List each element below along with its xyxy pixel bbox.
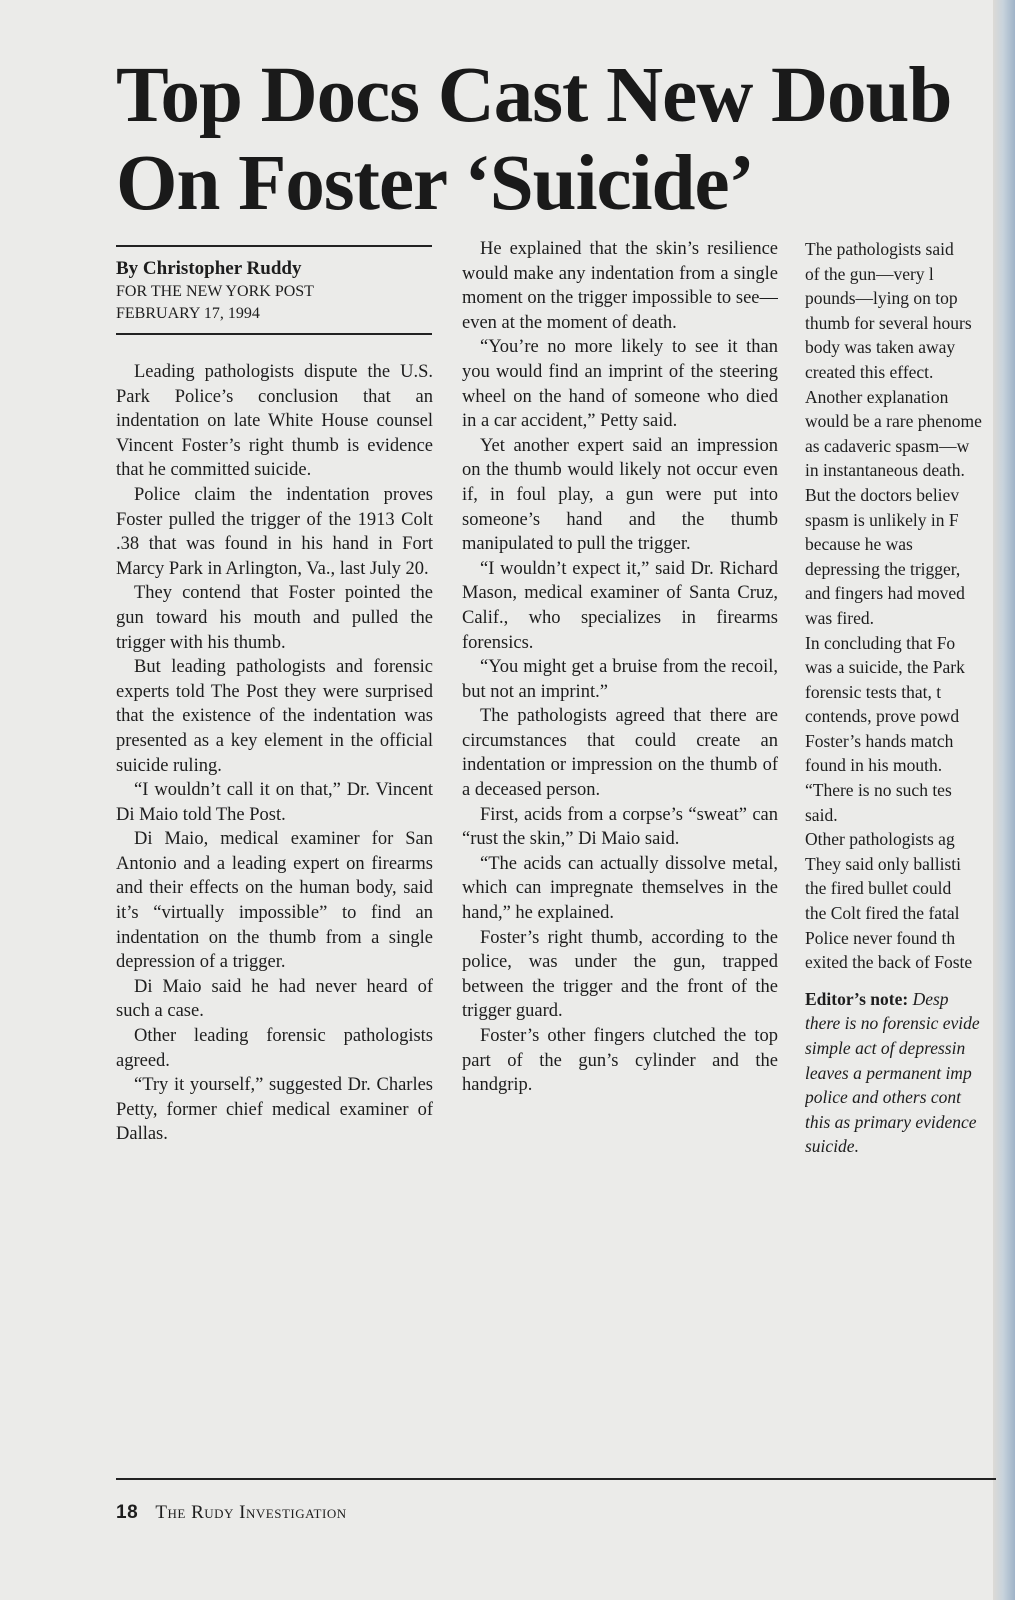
- editors-note-line: this as primary evidence: [805, 1111, 977, 1132]
- article-column-1: [116, 360, 433, 1147]
- column-3-line: But the doctors believ: [805, 484, 960, 505]
- editors-note-line: simple act of depressin: [805, 1038, 966, 1058]
- paragraph: “You might get a bruise from the recoil, but not an imprint.”: [462, 657, 778, 702]
- article-column-2: [462, 237, 778, 1098]
- column-3-line: was fired.: [805, 607, 875, 628]
- paragraph: Other leading forensic pathologists agreed.: [116, 1026, 433, 1071]
- headline: [116, 52, 996, 228]
- column-3-line: thumb for several hours: [805, 312, 972, 333]
- paragraph: He explained that the skin’s resilience would make any indentation from a single moment on the trigger impossible to see—even at the moment of death.: [462, 239, 778, 333]
- column-3-line: created this effect.: [805, 361, 934, 382]
- paragraph: “I wouldn’t call it on that,” Dr. Vincent Di Maio told The Post.: [116, 780, 433, 825]
- paragraph: Di Maio, medical examiner for San Antonio and a leading expert on firearms and their effects on the human body, said it’s “virtually impossible” to find an indentation on the thumb from a single depression of a trigger.: [116, 829, 433, 973]
- paragraph: The pathologists agreed that there are circumstances that could create an indentation or impression on the thumb of a deceased person.: [462, 706, 778, 801]
- paragraph: Yet another expert said an impression on the thumb would likely not occur even if, in foul play, a gun were put into someone’s hand and the thumb manipulated to pull the trigger.: [462, 435, 778, 555]
- paragraph: They contend that Foster pointed the gun toward his mouth and pulled the trigger with his thumb.: [116, 583, 433, 653]
- footer-rule: [116, 1478, 996, 1480]
- paragraph: Leading pathologists dispute the U.S. Park Police’s conclusion that an indentation on late White House counsel Vincent Foster’s right thumb is evidence that he committed suicide.: [116, 362, 433, 481]
- headline-line-1: Top Docs Cast New Doub: [116, 52, 952, 139]
- column-3-line: the Colt fired the fatal: [805, 903, 960, 924]
- column-3-line: “There is no such tes: [805, 780, 952, 801]
- editors-note-line: there is no forensic evide: [805, 1013, 980, 1034]
- column-3-line: pounds—lying on top: [805, 288, 958, 309]
- paragraph: “You’re no more likely to see it than you would find an imprint of the steering wheel on the hand of someone who died in a car accident,” Petty said.: [462, 337, 778, 432]
- article-column-3-cropped: [805, 237, 997, 1187]
- column-3-line: was a suicide, the Park: [805, 657, 965, 678]
- column-3-line: Foster’s hands match: [805, 730, 954, 751]
- column-3-lines: [805, 237, 997, 975]
- column-3-line: as cadaveric spasm—w: [805, 435, 970, 456]
- paragraph: Foster’s other fingers clutched the top part of the gun’s cylinder and the handgrip.: [462, 1026, 778, 1096]
- column-3-line: in instantaneous death.: [805, 460, 965, 481]
- column-3-line: of the gun—very l: [805, 263, 934, 284]
- editors-note-label: Editor’s note:: [805, 988, 909, 1009]
- column-3-line: contends, prove powd: [805, 706, 960, 727]
- column-3-line: In concluding that Fo: [805, 632, 956, 653]
- editors-note-text: [805, 989, 980, 1157]
- column-3-line: because he was: [805, 534, 913, 555]
- editors-note-line: police and others cont: [805, 1087, 962, 1108]
- paragraph: “Try it yourself,” suggested Dr. Charles Petty, former chief medical examiner of Dallas.: [116, 1075, 433, 1145]
- column-3-line: forensic tests that, t: [805, 681, 942, 702]
- editors-note-line: leaves a permanent imp: [805, 1062, 972, 1083]
- editors-note: [805, 987, 997, 1159]
- column-3-line: said.: [805, 804, 838, 825]
- column-3-line: Another explanation: [805, 386, 949, 407]
- column-3-line: Police never found th: [805, 927, 956, 948]
- byline-outlet: FOR THE NEW YORK POST: [116, 283, 314, 300]
- column-3-line: and fingers had moved: [805, 583, 965, 604]
- column-3-line: The pathologists said: [805, 239, 954, 259]
- byline-date: FEBRUARY 17, 1994: [116, 305, 260, 322]
- headline-line-2: On Foster ‘Suicide’: [116, 140, 754, 227]
- column-3-line: exited the back of Foste: [805, 952, 973, 973]
- editors-note-line: suicide.: [805, 1136, 859, 1157]
- publication-name: The Rudy Investigation: [155, 1502, 347, 1523]
- paragraph: “The acids can actually dissolve metal, which can impregnate themselves in the hand,” he explained.: [462, 853, 778, 924]
- column-3-line: They said only ballisti: [805, 853, 962, 874]
- page-number: 18: [116, 1502, 139, 1523]
- editors-note-line: Desp: [912, 988, 949, 1009]
- paragraph: Di Maio said he had never heard of such a case.: [116, 976, 433, 1022]
- column-3-line: the fired bullet could: [805, 878, 952, 899]
- byline-author: By Christopher Ruddy: [116, 258, 302, 279]
- column-3-line: found in his mouth.: [805, 755, 943, 776]
- paragraph: Police claim the indentation proves Foster pulled the trigger of the 1913 Colt .38 that was found in his hand in Fort Marcy Park in Arlington, Va., last July 20.: [116, 484, 433, 579]
- paragraph: “I wouldn’t expect it,” said Dr. Richard Mason, medical examiner of Santa Cruz, Calif., who specializes in firearms forensics.: [462, 558, 778, 653]
- column-3-line: spasm is unlikely in F: [805, 509, 959, 530]
- column-3-line: body was taken away: [805, 337, 956, 358]
- column-3-line: would be a rare phenome: [805, 411, 982, 432]
- byline-block: [116, 245, 432, 335]
- paragraph: First, acids from a corpse’s “sweat” can “rust the skin,” Di Maio said.: [462, 804, 778, 850]
- column-3-line: Other pathologists ag: [805, 829, 955, 850]
- paragraph: Foster’s right thumb, according to the police, was under the gun, trapped between the trigger and the front of the trigger guard.: [462, 927, 778, 1022]
- page-footer: [116, 1502, 347, 1524]
- column-3-line: depressing the trigger,: [805, 558, 961, 579]
- paragraph: But leading pathologists and forensic experts told The Post they were surprised that the existence of the indentation was presented as a key element in the official suicide ruling.: [116, 657, 433, 776]
